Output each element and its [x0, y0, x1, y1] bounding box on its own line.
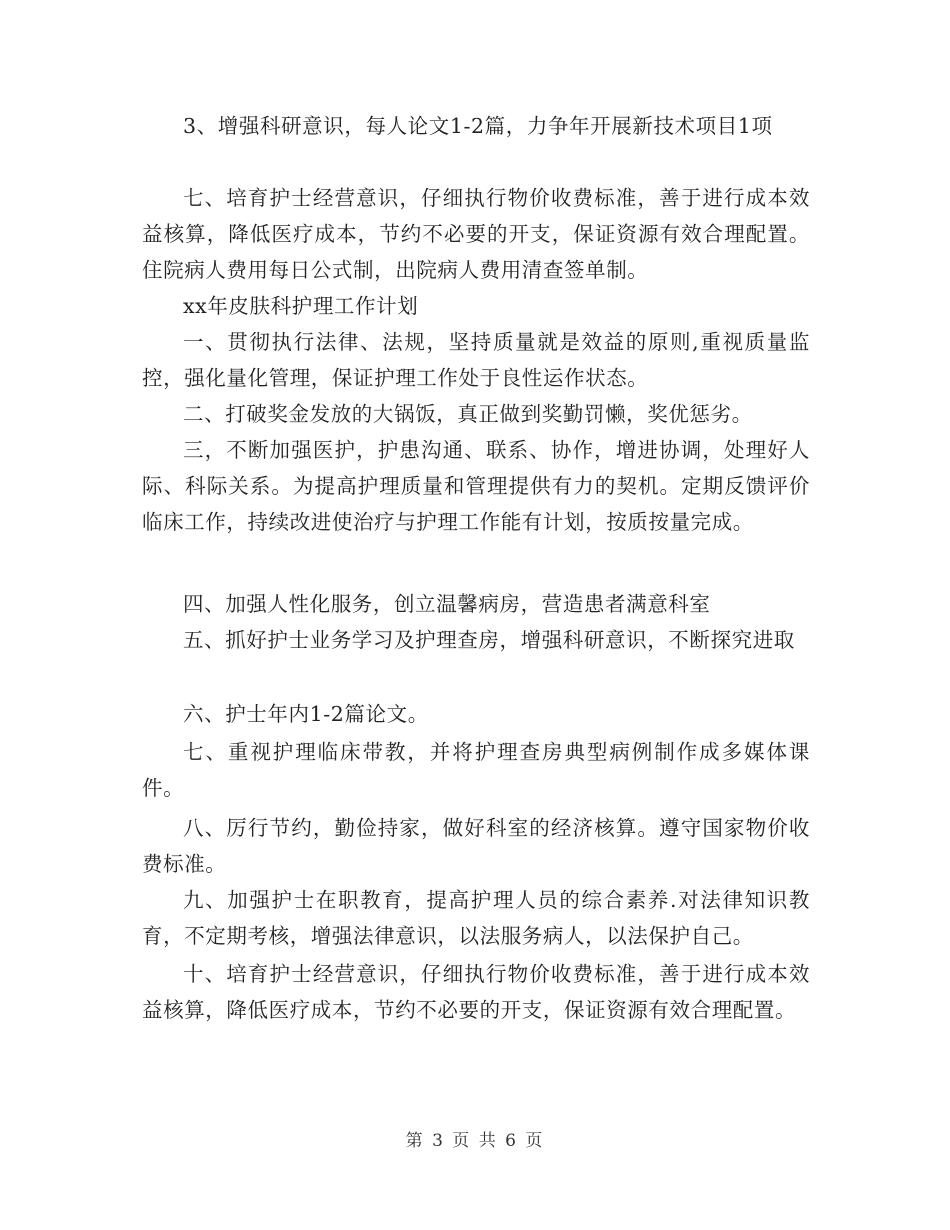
paragraph-five: 五、抓好护士业务学习及护理查房，增强科研意识，不断探究进取	[183, 628, 795, 652]
paragraph-two: 二、打破奖金发放的大锅饭，真正做到奖勤罚懒，奖优惩劣。	[183, 402, 753, 426]
page-number-footer: 第 3 页 共 6 页	[405, 1131, 545, 1151]
paragraph-ten: 十、培育护士经营意识，仔细执行物价收费标准，善于进行成本效益核算，降低医疗成本，节约不必要的开支，保证资源有效合理配置。	[142, 962, 810, 1022]
paragraph-nine: 九、加强护士在职教育，提高护理人员的综合素养.对法律知识教育，不定期考核，增强法律意识，以法服务病人，以法保护自己。	[142, 888, 810, 948]
paragraph-seven: 七、重视护理临床带教，并将护理查房典型病例制作成多媒体课件。	[142, 740, 810, 800]
paragraph-one: 一、贯彻执行法律、法规，坚持质量就是效益的原则,重视质量监控，强化量化管理，保证护理工作处于良性运作状态。	[142, 330, 810, 390]
paragraph-four: 四、加强人性化服务，创立温馨病房，营造患者满意科室	[183, 592, 711, 616]
paragraph-eight: 八、厉行节约，勤俭持家，做好科室的经济核算。遵守国家物价收费标准。	[142, 816, 810, 876]
paragraph-three: 三，不断加强医护，护患沟通、联系、协作，增进协调，处理好人际、科际关系。为提高护理质量和管理提供有力的契机。定期反馈评价临床工作，持续改进使治疗与护理工作能有计划，按质按量完成。	[142, 438, 810, 534]
paragraph-seven-cost: 七、培育护士经营意识，仔细执行物价收费标准，善于进行成本效益核算，降低医疗成本，节约不必要的开支，保证资源有效合理配置。 住院病人费用每日公式制，出院病人费用清查签单制。	[142, 186, 810, 282]
paragraph-six: 六、护士年内1-2篇论文。	[183, 702, 429, 726]
plan-title: xx年皮肤科护理工作计划	[183, 294, 419, 318]
paragraph-research: 3、增强科研意识，每人论文1-2篇，力争年开展新技术项目1项	[183, 114, 773, 138]
